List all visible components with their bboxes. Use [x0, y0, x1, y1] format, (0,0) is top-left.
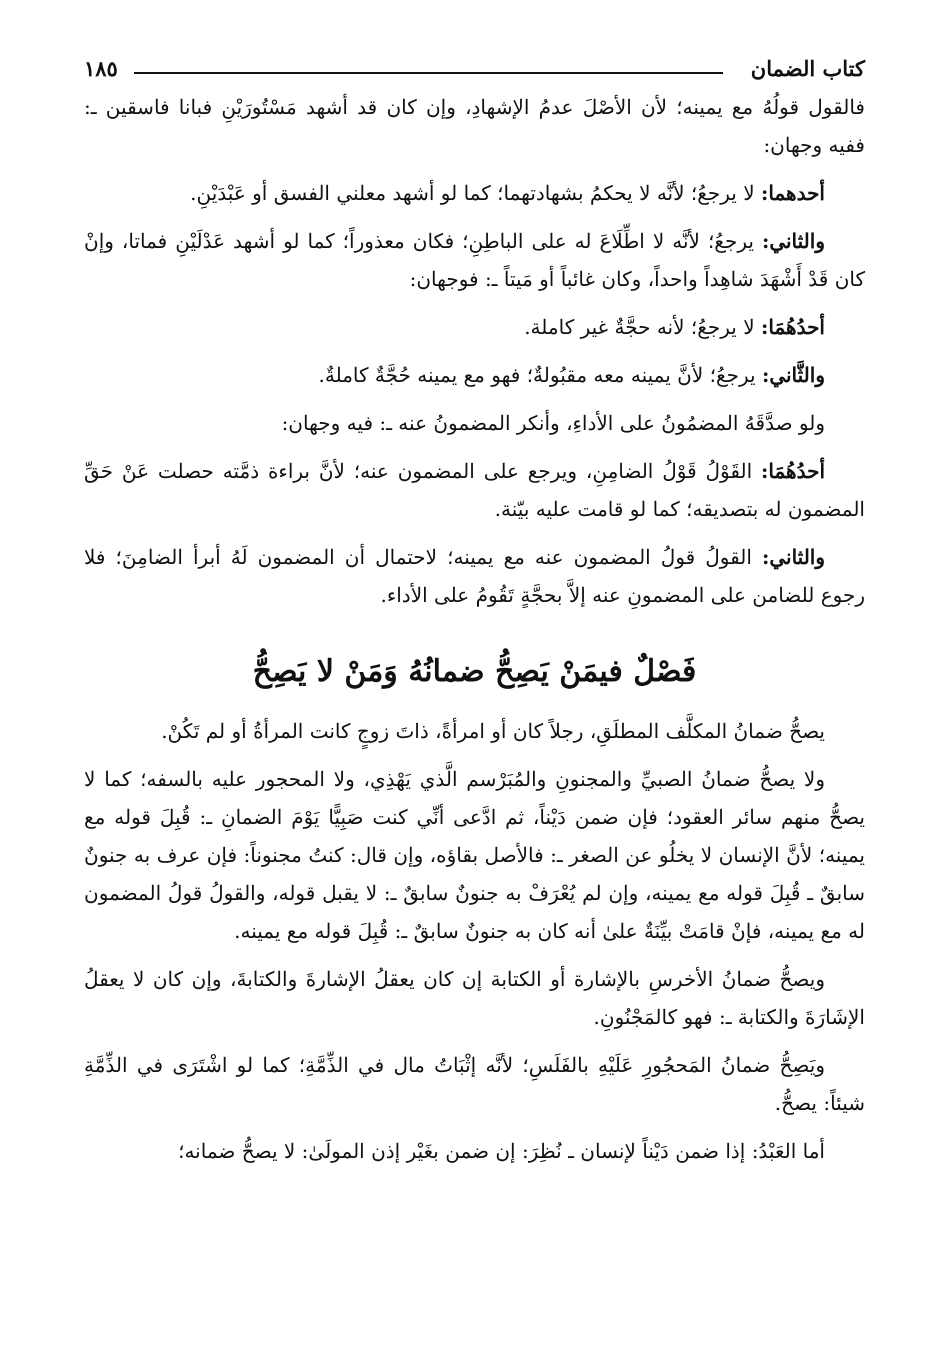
paragraph [84, 308, 865, 346]
running-header [84, 48, 865, 88]
paragraph-text: القَوْلُ قَوْلُ الضامِنِ، ويرجع على المضمون عنه؛ لأنَّ براءة ذمَّته حصلت عَنْ حَقِّ المضمون له بتصديقه؛ كما لو قامت عليه بيّنة. [84, 459, 865, 521]
bottom-paragraphs [84, 712, 865, 1170]
header-title: كتاب الضمان [750, 56, 865, 81]
paragraph: يصحُّ ضمانُ المكلَّف المطلَقِ، رجلاً كان أو امرأةً، ذاتَ زوجٍ كانت المرأةُ أو لم تَكُنْ. [161, 719, 825, 743]
paragraph [84, 222, 865, 298]
paragraph-lead: أحدُهُمَا: [761, 459, 826, 483]
top-paragraphs [84, 88, 865, 614]
paragraph-lead: والثاني: [761, 545, 826, 569]
paragraph-lead: والثاني: [761, 229, 825, 253]
paragraph [84, 174, 865, 212]
page-number: ١٨٥ [84, 56, 118, 81]
paragraph-lead: أحدهما: [760, 181, 825, 205]
paragraph-text: ولو صدَّقَهُ المضمُونُ على الأداءِ، وأنكر المضمونُ عنه ـ: فيه وجهان: [281, 411, 825, 435]
paragraph-lead: أحدُهُمَا: [760, 315, 825, 339]
paragraph-text: لا يرجعُ؛ لأنه حجَّةٌ غير كاملة. [524, 315, 755, 339]
paragraph [84, 452, 865, 528]
paragraph: ويصحُّ ضمانُ الأخرسِ بالإشارة أو الكتابة إن كان يعقلُ الإشارةَ والكتابةَ، وإن كان لا يعقلُ الإشَارَةَ والكتابة ـ: فهو كالمَجْنُونِ. [84, 967, 865, 1029]
paragraph-text: يرجعُ؛ لأنَّه لا اطِّلَاعَ له على الباطِنِ؛ فكان معذوراً؛ كما لو أشهد عَدْلَيْنِ فماتا، وإنْ كان قَدْ أَشْهَدَ شاهِداً واحداً، وكان غائباً أو مَيتاً ـ: فوجهان: [84, 229, 865, 291]
paragraph-text: يرجعُ؛ لأنَّ يمينه معه مقبُولةٌ؛ فهو مع يمينه حُجَّةٌ كاملةٌ. [318, 363, 756, 387]
header-rule [134, 72, 723, 74]
paragraph: أما العَبْدُ: إذا ضمن دَيْناً لإنسان ـ نُظِرَ: إن ضمن بغَيْر إذن المولَىٰ: لا يصحُّ ضمانه؛ [178, 1139, 825, 1163]
paragraph-text: القولُ قولُ المضمون عنه مع يمينه؛ لاحتمال أن المضمون لَهُ أبرأ الضامِنَ؛ فلا رجوع للضامن على المضمونِ عنه إلاَّ بحجَّةٍ تَقُومُ على الأداء. [84, 545, 865, 607]
paragraph [84, 356, 865, 394]
section-heading: فَصْلٌ فيمَنْ يَصِحُّ ضمانُهُ وَمَنْ لا يَصِحُّ [252, 654, 697, 689]
paragraph: ويَصِحُّ ضمانُ المَحجُورِ عَلَيْهِ بالفَلَسِ؛ لأنَّه إثْبَاتُ مال في الذِّمَّةِ؛ كما لو اشْتَرَى في الذِّمَّةِ شيئاً: يصحُّ. [84, 1053, 865, 1115]
paragraph: ولا يصحُّ ضمانُ الصبيِّ والمجنونِ والمُبَرْسم الَّذي يَهْذِي، ولا المحجور عليه بالسفه؛ كما لا يصحُّ منهم سائر العقود؛ فإن ضمن دَيْناً، ثم ادَّعى أنِّي كنت صَبِيًّا يَوْمَ الضمانِ ـ: قُبِلَ قوله مع يمينه؛ لأنَّ الإنسان لا يخلُو عن الصغر ـ: فالأصل بقاؤه، وإن قال: كنتُ مجنوناً: فإن عرف به جنونٌ سابقٌ ـ قُبِلَ قوله مع يمينه، وإن لم يُعْرَفْ به جنونٌ سابقٌ ـ: لا يقبل قوله، والقولُ قولُ المضمون له مع يمينه، فإنْ قامَتْ بيِّنَةٌ علىٰ أنه كان به جنونٌ سابقٌ ـ: قُبِلَ قوله مع يمينه. [84, 767, 865, 943]
paragraph [84, 404, 865, 442]
paragraph-text: فالقول قولُهُ مع يمينه؛ لأن الأصْلَ عدمُ الإشهادِ، وإن كان قد أشهد مَسْتُورَيْنِ فبانا فاسقين ـ: ففيه وجهان: [84, 95, 865, 157]
paragraph [84, 88, 865, 164]
paragraph-text: لا يرجعُ؛ لأنَّه لا يحكمُ بشهادتهما؛ كما لو أشهد معلني الفسق أو عَبْدَيْنِ. [190, 181, 755, 205]
paragraph [84, 538, 865, 614]
paragraph-lead: والثَّاني: [761, 363, 825, 387]
